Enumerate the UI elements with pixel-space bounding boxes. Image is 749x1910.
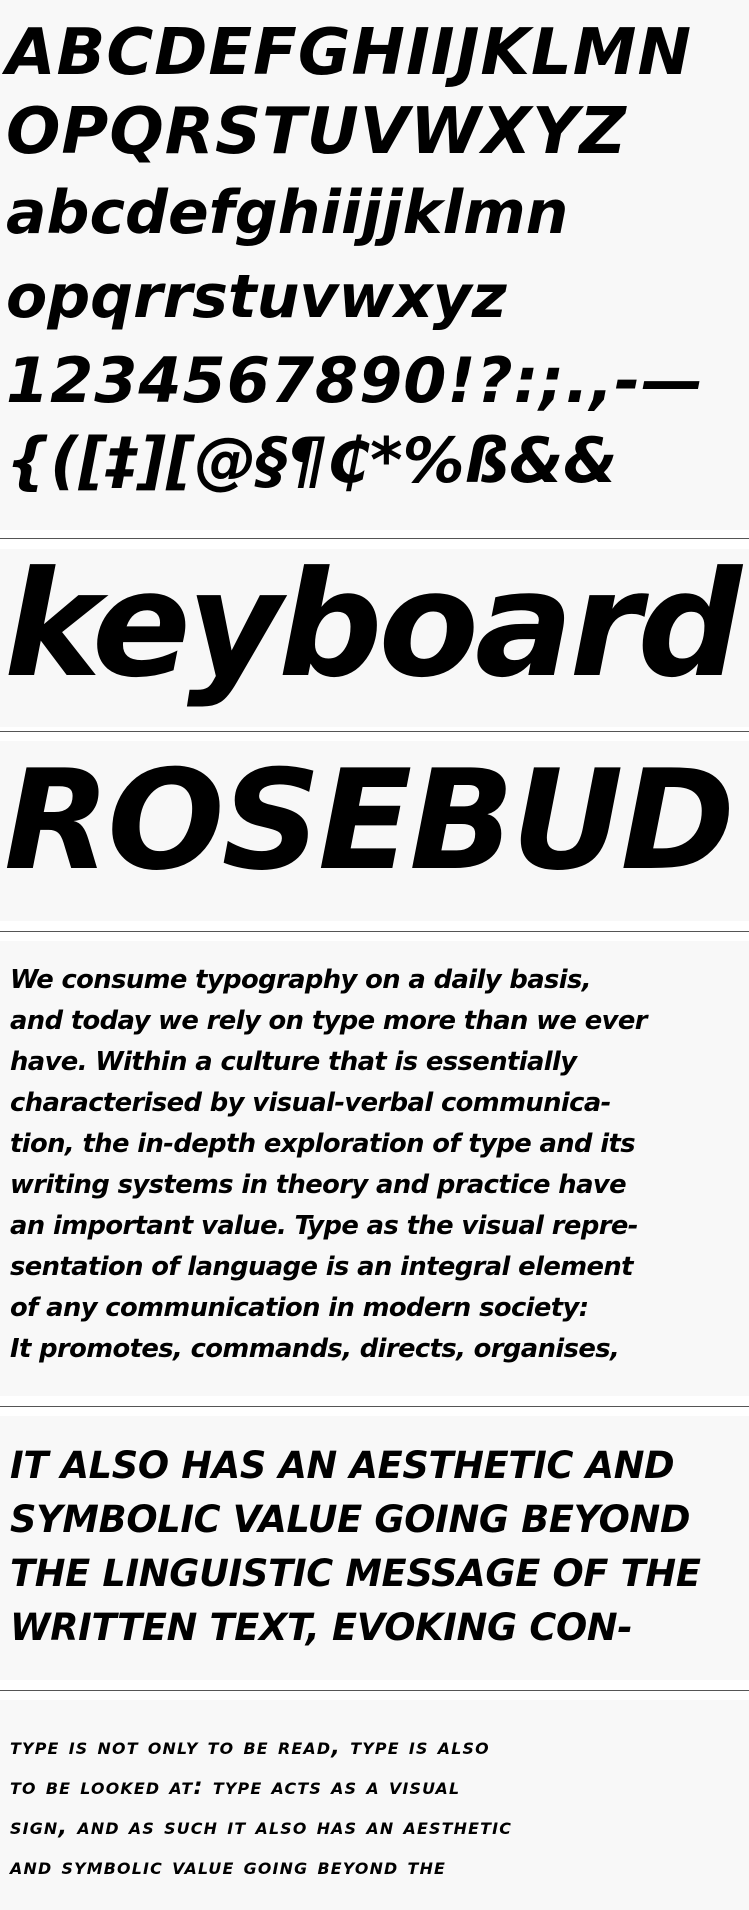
paragraph-text-2: [10, 1439, 746, 1655]
paragraph-text-1: [10, 960, 746, 1370]
paragraph-line: type is not only to be read, type is also: [10, 1734, 490, 1760]
paragraph-line: and symbolic value going beyond the: [10, 1854, 447, 1880]
paragraph-line: tion, the in-depth exploration of type and its: [10, 1129, 636, 1159]
glyph-set-panel: [0, 0, 749, 530]
paragraph-text-3: [10, 1727, 746, 1887]
paragraph-line: We consume typography on a daily basis,: [10, 965, 592, 995]
paragraph-line: THE LINGUISTIC MESSAGE OF THE: [10, 1552, 701, 1595]
paragraph-line: It promotes, commands, directs, organises,: [10, 1334, 620, 1364]
lowercase-line-2: opqrrstuvwxyz: [6, 262, 507, 332]
uppercase-line-2: OPQRSTUVWXYZ: [6, 95, 627, 169]
paragraph-line: and today we rely on type more than we ever: [10, 1006, 647, 1036]
divider: [0, 931, 749, 932]
paragraph-line: to be looked at: type acts as a visual: [10, 1774, 461, 1800]
divider: [0, 1690, 749, 1691]
paragraph-line: have. Within a culture that is essentially: [10, 1047, 577, 1077]
paragraph-line: an important value. Type as the visual repre-: [10, 1211, 638, 1241]
uppercase-line-1: ABCDEFGHIIJKLMN: [6, 16, 692, 90]
divider: [0, 538, 749, 539]
lowercase-line-1: abcdefghiijjklmn: [6, 178, 569, 248]
symbols-line: {([‡][@§¶₵*%ß&&: [6, 424, 618, 497]
paragraph-line: WRITTEN TEXT, EVOKING CON-: [10, 1606, 633, 1649]
divider: [0, 731, 749, 732]
paragraph-line: writing systems in theory and practice have: [10, 1170, 627, 1200]
paragraph-line: IT ALSO HAS AN AESTHETIC AND: [10, 1444, 675, 1487]
paragraph-line: characterised by visual-verbal communica-: [10, 1088, 611, 1118]
figures-punctuation-line: 1234567890!?:;.,-—: [6, 344, 705, 417]
divider: [0, 1406, 749, 1407]
paragraph-line: sentation of language is an integral element: [10, 1252, 633, 1282]
paragraph-line: SYMBOLIC VALUE GOING BEYOND: [10, 1498, 691, 1541]
paragraph-line: of any communication in modern society:: [10, 1293, 589, 1323]
paragraph-line: sign, and as such it also has an aesthetic: [10, 1814, 513, 1840]
sample-word-rosebud: ROSEBUD: [4, 740, 733, 901]
sample-word-keyboard: keyboard: [4, 540, 738, 710]
